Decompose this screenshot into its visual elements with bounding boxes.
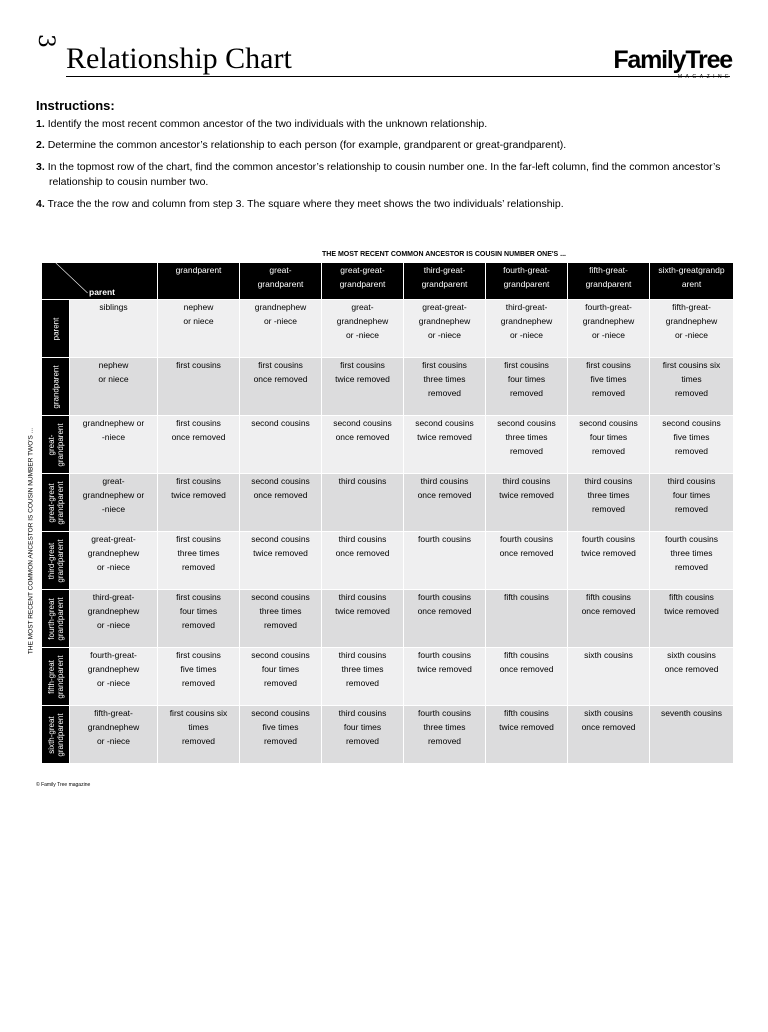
table-cell: first cousins five times removed (158, 648, 240, 706)
table-row (42, 590, 734, 648)
family-tree-logo (613, 48, 732, 80)
chart-body (42, 300, 734, 764)
table-cell: third cousins three times removed (568, 474, 650, 532)
row-header-label: sixth-great grandparent (46, 712, 65, 757)
table-cell: second cousins four times removed (568, 416, 650, 474)
step-text: In the topmost row of the chart, find the common ancestor’s relationship to cousin number one. In the far-left column, find the common ancestor’s relationship to cousin number two. (47, 160, 721, 188)
step-text: Determine the common ancestor’s relationship to each person (for example, grandparent or great-grandparent). (47, 139, 567, 151)
row-header (42, 358, 70, 416)
step-number: 1. (36, 117, 45, 130)
row-header (42, 474, 70, 532)
table-cell: third cousins once removed (322, 532, 404, 590)
column-header: third-great- grandparent (404, 263, 486, 300)
table-cell: fifth cousins twice removed (486, 706, 568, 764)
table-cell: seventh cousins (650, 706, 734, 764)
row-header (42, 648, 70, 706)
table-cell: second cousins four times removed (240, 648, 322, 706)
table-cell: first cousins six times removed (158, 706, 240, 764)
table-cell: first cousins (158, 358, 240, 416)
table-row (42, 416, 734, 474)
table-cell: second cousins twice removed (240, 532, 322, 590)
table-cell: third cousins once removed (404, 474, 486, 532)
table-cell: third-great- grandnephew or -niece (70, 590, 158, 648)
table-cell: first cousins three times removed (158, 532, 240, 590)
row-header-label: great-great grandparent (46, 480, 65, 525)
table-cell: second cousins once removed (240, 474, 322, 532)
table-cell: nephew or niece (70, 358, 158, 416)
corner-label: parent (89, 287, 115, 297)
table-cell: fourth cousins twice removed (568, 532, 650, 590)
copyright-footer: © Family Tree magazine (36, 782, 91, 788)
table-cell: second cousins five times removed (650, 416, 734, 474)
instruction-step (36, 138, 736, 154)
table-row (42, 532, 734, 590)
table-cell: third cousins twice removed (486, 474, 568, 532)
step-number: 3. (36, 160, 45, 173)
table-cell: fifth-great- grandnephew or -niece (650, 300, 734, 358)
corner-cell (42, 263, 158, 300)
step-number: 2. (36, 139, 45, 151)
instruction-step (36, 117, 736, 133)
column-header: great-great- grandparent (322, 263, 404, 300)
table-cell: first cousins six times removed (650, 358, 734, 416)
table-cell: first cousins four times removed (486, 358, 568, 416)
row-header-label: great- grandparent (46, 422, 65, 467)
table-cell: third cousins three times removed (322, 648, 404, 706)
table-cell: fifth cousins twice removed (650, 590, 734, 648)
table-cell: second cousins three times removed (486, 416, 568, 474)
table-cell: sixth cousins (568, 648, 650, 706)
table-cell: fifth cousins (486, 590, 568, 648)
column-header: great- grandparent (240, 263, 322, 300)
table-row (42, 474, 734, 532)
table-cell: second cousins (240, 416, 322, 474)
table-cell: fifth cousins once removed (486, 648, 568, 706)
row-header (42, 706, 70, 764)
row-header (42, 532, 70, 590)
table-cell: grandnephew or -niece (70, 416, 158, 474)
table-cell: fourth cousins once removed (404, 590, 486, 648)
row-header-label: fourth-great grandparent (46, 596, 65, 641)
table-cell: third-great- grandnephew or -niece (486, 300, 568, 358)
row-header-label: fifth-great grandparent (46, 654, 65, 699)
table-cell: sixth cousins once removed (568, 706, 650, 764)
table-cell: fourth cousins three times removed (404, 706, 486, 764)
row-header-label: grandparent (51, 364, 60, 409)
table-cell: first cousins five times removed (568, 358, 650, 416)
instruction-steps (36, 117, 736, 213)
table-cell: great-great- grandnephew or -niece (70, 532, 158, 590)
logo-wordmark: FamilyTree (613, 46, 732, 74)
logo-subtitle: MAGAZINE (677, 74, 732, 80)
table-cell: siblings (70, 300, 158, 358)
side-axis-heading: THE MOST RECENT COMMON ANCESTOR IS COUSIN NUMBER TWO'S ... (27, 427, 35, 655)
table-cell: first cousins once removed (158, 416, 240, 474)
table-cell: sixth cousins once removed (650, 648, 734, 706)
table-cell: fourth cousins once removed (486, 532, 568, 590)
table-cell: great-great- grandnephew or -niece (404, 300, 486, 358)
page-number: 3 (33, 34, 58, 48)
table-cell: fifth cousins once removed (568, 590, 650, 648)
step-text: Identify the most recent common ancestor of the two individuals with the unknown relationship. (47, 117, 488, 130)
table-cell: first cousins four times removed (158, 590, 240, 648)
step-number: 4. (36, 197, 45, 210)
table-cell: third cousins four times removed (322, 706, 404, 764)
table-row (42, 300, 734, 358)
column-header: fifth-great- grandparent (568, 263, 650, 300)
table-cell: second cousins five times removed (240, 706, 322, 764)
row-header-label: third-great grandparent (46, 538, 65, 583)
row-header (42, 416, 70, 474)
instructions (36, 98, 736, 218)
table-cell: grandnephew or -niece (240, 300, 322, 358)
instruction-step (36, 197, 736, 213)
table-cell: great- grandnephew or -niece (70, 474, 158, 532)
table-cell: fourth cousins twice removed (404, 648, 486, 706)
table-row (42, 648, 734, 706)
table-cell: third cousins (322, 474, 404, 532)
row-header (42, 300, 70, 358)
column-header: sixth-greatgrandp arent (650, 263, 734, 300)
table-cell: nephew or niece (158, 300, 240, 358)
table-cell: great- grandnephew or -niece (322, 300, 404, 358)
table-cell: second cousins three times removed (240, 590, 322, 648)
table-cell: third cousins four times removed (650, 474, 734, 532)
table-cell: fourth cousins (404, 532, 486, 590)
table-row (42, 706, 734, 764)
table-cell: fourth-great- grandnephew or -niece (70, 648, 158, 706)
table-cell: third cousins twice removed (322, 590, 404, 648)
instruction-step (36, 160, 736, 191)
table-cell: fourth cousins three times removed (650, 532, 734, 590)
column-header-row (42, 263, 734, 300)
relationship-chart-table (41, 262, 734, 764)
column-header: fourth-great- grandparent (486, 263, 568, 300)
table-cell: fourth-great- grandnephew or -niece (568, 300, 650, 358)
table-cell: second cousins once removed (322, 416, 404, 474)
table-cell: first cousins twice removed (158, 474, 240, 532)
row-header (42, 590, 70, 648)
page-title: Relationship Chart (66, 42, 292, 75)
row-header-label: parent (51, 317, 60, 340)
instructions-heading: Instructions: (36, 98, 115, 113)
table-cell: fifth-great- grandnephew or -niece (70, 706, 158, 764)
column-header: grandparent (158, 263, 240, 300)
top-axis-heading: THE MOST RECENT COMMON ANCESTOR IS COUSIN NUMBER ONE'S ... (322, 251, 566, 258)
table-row (42, 358, 734, 416)
table-cell: first cousins twice removed (322, 358, 404, 416)
table-cell: first cousins once removed (240, 358, 322, 416)
table-cell: first cousins three times removed (404, 358, 486, 416)
table-cell: second cousins twice removed (404, 416, 486, 474)
step-text: Trace the the row and column from step 3. The square where they meet shows the two individuals’ relationship. (47, 197, 564, 210)
